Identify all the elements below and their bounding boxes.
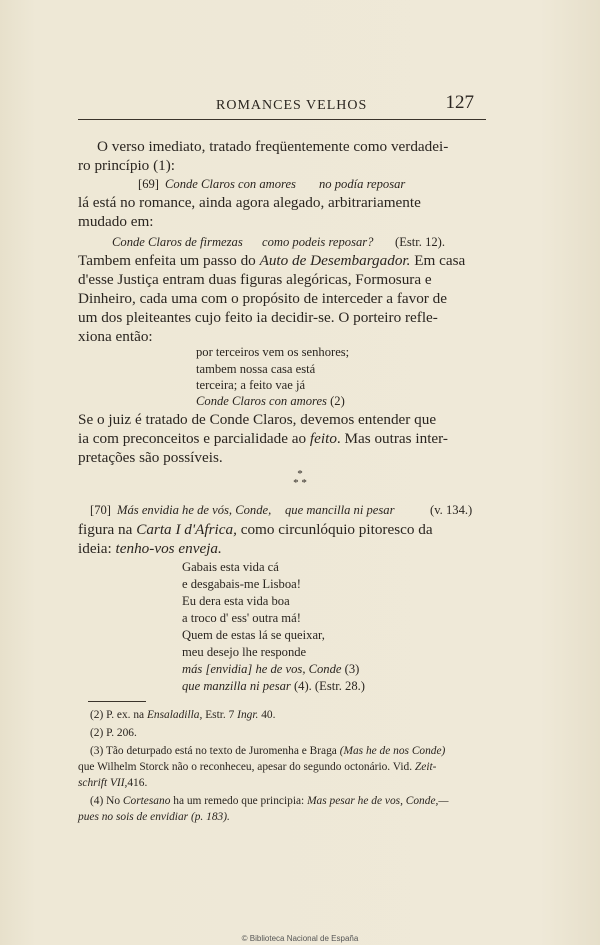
paragraph-line: figura na Carta I d'Africa, como circunlóquio pitoresco da bbox=[78, 521, 433, 538]
paragraph-line: O verso imediato, tratado freqüentemente como verdadei- bbox=[97, 138, 449, 155]
verse-line: e desgabais-me Lisboa! bbox=[182, 577, 301, 591]
paragraph-line: um dos pleiteantes cujo feito ia decidir-se. O porteiro refle- bbox=[78, 309, 438, 326]
library-credit: © Biblioteca Nacional de España bbox=[241, 934, 359, 943]
verse-line: tambem nossa casa está bbox=[196, 362, 316, 376]
verse-line: por terceiros vem os senhores; bbox=[196, 345, 350, 359]
header-rule bbox=[78, 119, 486, 120]
paragraph-line: d'esse Justiça entram duas figuras alegóricas, Formosura e bbox=[78, 271, 432, 288]
page-number: 127 bbox=[445, 92, 474, 113]
verse-line: Quem de estas lá se queixar, bbox=[182, 628, 325, 642]
quote-verse: no podía reposar bbox=[319, 177, 406, 191]
section-asterism: * * * bbox=[293, 468, 307, 489]
quote-reference: (Estr. 12). bbox=[395, 235, 446, 249]
footnote: (2) P. 206. bbox=[90, 727, 137, 739]
verse-line: terceira; a feito vae já bbox=[196, 378, 306, 392]
footnote-continuation: que Wilhelm Storck não o reconheceu, apesar do segundo octonário. Vid. Zeit- bbox=[78, 761, 437, 773]
work-title: Auto de Desembargador. bbox=[259, 252, 411, 269]
verse-line: que manzilla ni pesar (4). (Estr. 28.) bbox=[182, 679, 365, 693]
page-header bbox=[78, 92, 486, 118]
paragraph-line: lá está no romance, ainda agora alegado, arbitrariamente bbox=[78, 194, 421, 211]
quote-reference: (v. 134.) bbox=[430, 503, 473, 517]
quote-number: [69] bbox=[138, 177, 159, 191]
paragraph-line: mudado em: bbox=[78, 213, 154, 230]
quote-verse: que mancilla ni pesar bbox=[285, 503, 395, 517]
quote-verse: Conde Claros con amores bbox=[165, 177, 296, 191]
paragraph-line: Dinheiro, cada uma com o propósito de interceder a favor de bbox=[78, 290, 447, 307]
verse-line: Conde Claros con amores (2) bbox=[196, 394, 345, 408]
paragraph-line: ia com preconceitos e parcialidade ao feito. Mas outras inter- bbox=[78, 430, 448, 447]
footnote-continuation: schrift VII,416. bbox=[78, 777, 148, 789]
verse-line: más [envidia] he de vos, Conde (3) bbox=[182, 662, 360, 676]
paragraph-line: ro princípio (1): bbox=[78, 157, 176, 174]
verse-line: Gabais esta vida cá bbox=[182, 560, 279, 574]
verse-line: Eu dera esta vida boa bbox=[182, 594, 290, 608]
footnote-continuation: pues no sois de envidiar (p. 183). bbox=[78, 811, 230, 823]
verse-line: a troco d' ess' outra má! bbox=[182, 611, 301, 625]
paragraph-line: xiona então: bbox=[78, 328, 153, 345]
quote-verse: como podeis reposar? bbox=[262, 235, 374, 249]
footnote-rule bbox=[88, 701, 146, 702]
paragraph-line: ideia: tenho-vos enveja. bbox=[78, 540, 222, 557]
footnote: (2) P. ex. na Ensaladilla, Estr. 7 Ingr. 40. bbox=[90, 709, 276, 721]
paragraph-line: Se o juiz é tratado de Conde Claros, devemos entender que bbox=[78, 411, 437, 428]
running-title: ROMANCES VELHOS bbox=[216, 98, 368, 113]
quote-verse: Conde Claros de firmezas bbox=[112, 235, 243, 249]
paragraph-line: Tambem enfeita um passo do Auto de Desembargador. Em casa bbox=[78, 252, 466, 269]
work-title: Carta I d'Africa, bbox=[136, 521, 237, 538]
quote-number: [70] bbox=[90, 503, 111, 517]
footnote: (4) No Cortesano ha um remedo que principia: Mas pesar he de vos, Conde,— bbox=[90, 795, 449, 807]
paragraph-line: pretações são possíveis. bbox=[78, 449, 223, 466]
footnote: (3) Tão deturpado está no texto de Juromenha e Braga (Mas he de nos Conde) bbox=[90, 745, 446, 757]
quote-verse: Más envidia he de vós, Conde, bbox=[117, 503, 272, 517]
verse-line: meu desejo lhe responde bbox=[182, 645, 307, 659]
